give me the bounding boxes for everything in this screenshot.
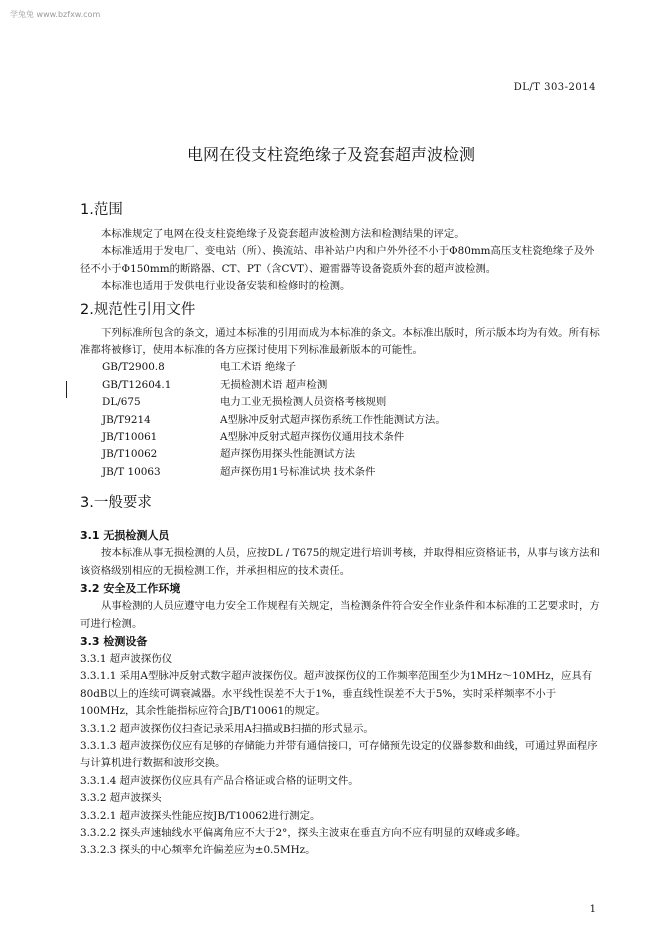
document-number: DL/T 303-2014: [513, 82, 596, 93]
clause: 3.3.2.2 探头声速轴线水平偏离角应不大于2°，探头主波束在垂直方向不应有明显的双峰或多峰。: [80, 826, 527, 839]
reference-name: 电工术语 绝缘子: [220, 361, 297, 374]
clause: 3.3.1.3 超声波探伤仪应有足够的存储能力并带有通信接口，可存储预先设定的仪器参数和曲线，可通过界面程序与计算机进行数据和波形交换。: [80, 739, 598, 770]
paragraph: 本标准规定了电网在役支柱瓷绝缘子及瓷套超声波检测方法和检测结果的评定。: [101, 228, 465, 240]
reference-item: [102, 464, 602, 481]
subsection-heading: 3.1 无损检测人员: [80, 529, 170, 543]
page-number: 1: [589, 904, 596, 915]
subsection-heading: 3.3 检测设备: [80, 634, 148, 648]
reference-code: JB/T 10063: [102, 465, 161, 478]
reference-item: [102, 394, 602, 411]
paragraph: 从事检测的人员应遵守电力安全工作规程有关规定，当检测条件符合安全作业条件和本标准的工艺要求时，方可进行检测。: [80, 600, 600, 630]
subsection-heading: 3.2 安全及工作环境: [80, 582, 181, 596]
clause: 3.3.1.1 采用A型脉冲反射式数字超声波探伤仪。超声波探伤仪的工作频率范围至少为1MHz～10MHz，应具有80dB以上的连续可调衰减器。水平线性误差不大于1%，垂直线性误差不大于5%，实时采样频率不小于100MHz，其余性能指标应符合JB/T10061的规定。: [80, 670, 593, 718]
reference-code: GB/T12604.1: [102, 378, 172, 391]
paragraph: 本标准也适用于发供电行业设备安装和检修时的检测。: [101, 280, 351, 293]
document-body: [80, 200, 602, 860]
reference-name: 超声探伤用1号标准试块 技术条件: [220, 465, 376, 478]
reference-item: [102, 446, 602, 463]
reference-item: [102, 377, 602, 394]
reference-code: JB/T9214: [102, 413, 151, 426]
reference-code: GB/T2900.8: [102, 361, 165, 374]
clause: 3.3.1.2 超声波探伤仪扫查记录采用A扫描或B扫描的形式显示。: [80, 722, 374, 735]
clause: 3.3.2.1 超声波探头性能应按JB/T10062进行测定。: [80, 809, 321, 822]
reference-item: [102, 429, 602, 446]
paragraph: 本标准适用于发电厂、变电站（所）、换流站、串补站户内和户外外径不小于Φ80mm高压支柱瓷绝缘子及外径不小于Φ150mm的断路器、CT、PT（含CVT）、避雷器等设备瓷质外套的超声波检测。: [80, 245, 595, 275]
reference-name: A型脉冲反射式超声探伤仪通用技术条件: [220, 431, 405, 444]
reference-item: [102, 412, 602, 429]
clause: 3.3.1 超声波探伤仪: [80, 652, 173, 665]
reference-code: JB/T10061: [102, 431, 158, 444]
paragraph: 按本标准从事无损检测的人员，应按DL / T675的规定进行培训考核，并取得相应资格证书，从事与该方法和该资格级别相应的无损检测工作，并承担相应的技术责任。: [80, 547, 600, 577]
text-cursor: [66, 381, 67, 398]
reference-name: A型脉冲反射式超声探伤系统工作性能测试方法。: [220, 413, 446, 426]
reference-name: 超声探伤用探头性能测试方法: [220, 448, 356, 461]
clause: 3.3.1.4 超声波探伤仪应具有产品合格证或合格的证明文件。: [80, 774, 359, 787]
reference-code: JB/T10062: [102, 448, 158, 461]
reference-code: DL/675: [102, 396, 141, 409]
clause: 3.3.2 超声波探头: [80, 792, 162, 805]
section-1-heading: 1.范围: [80, 202, 123, 218]
page-title: 电网在役支柱瓷绝缘子及瓷套超声波检测: [186, 145, 475, 164]
reference-item: [102, 359, 602, 376]
reference-list: [80, 359, 602, 481]
clause: 3.3.2.3 探头的中心频率允许偏差应为±0.5MHz。: [80, 844, 316, 857]
watermark: 学兔兔 www.bzfxw.com: [10, 10, 101, 19]
section-3-heading: 3.一般要求: [80, 495, 152, 512]
paragraph: 下列标准所包含的条文，通过本标准的引用而成为本标准的条文。本标准出版时，所示版本均为有效。所有标准都将被修订，使用本标准的各方应探讨使用下列标准最新版本的可能性。: [80, 326, 600, 357]
reference-name: 无损检测术语 超声检测: [220, 378, 328, 391]
reference-name: 电力工业无损检测人员资格考核规则: [220, 396, 387, 409]
section-2-heading: 2.规范性引用文件: [80, 301, 196, 318]
